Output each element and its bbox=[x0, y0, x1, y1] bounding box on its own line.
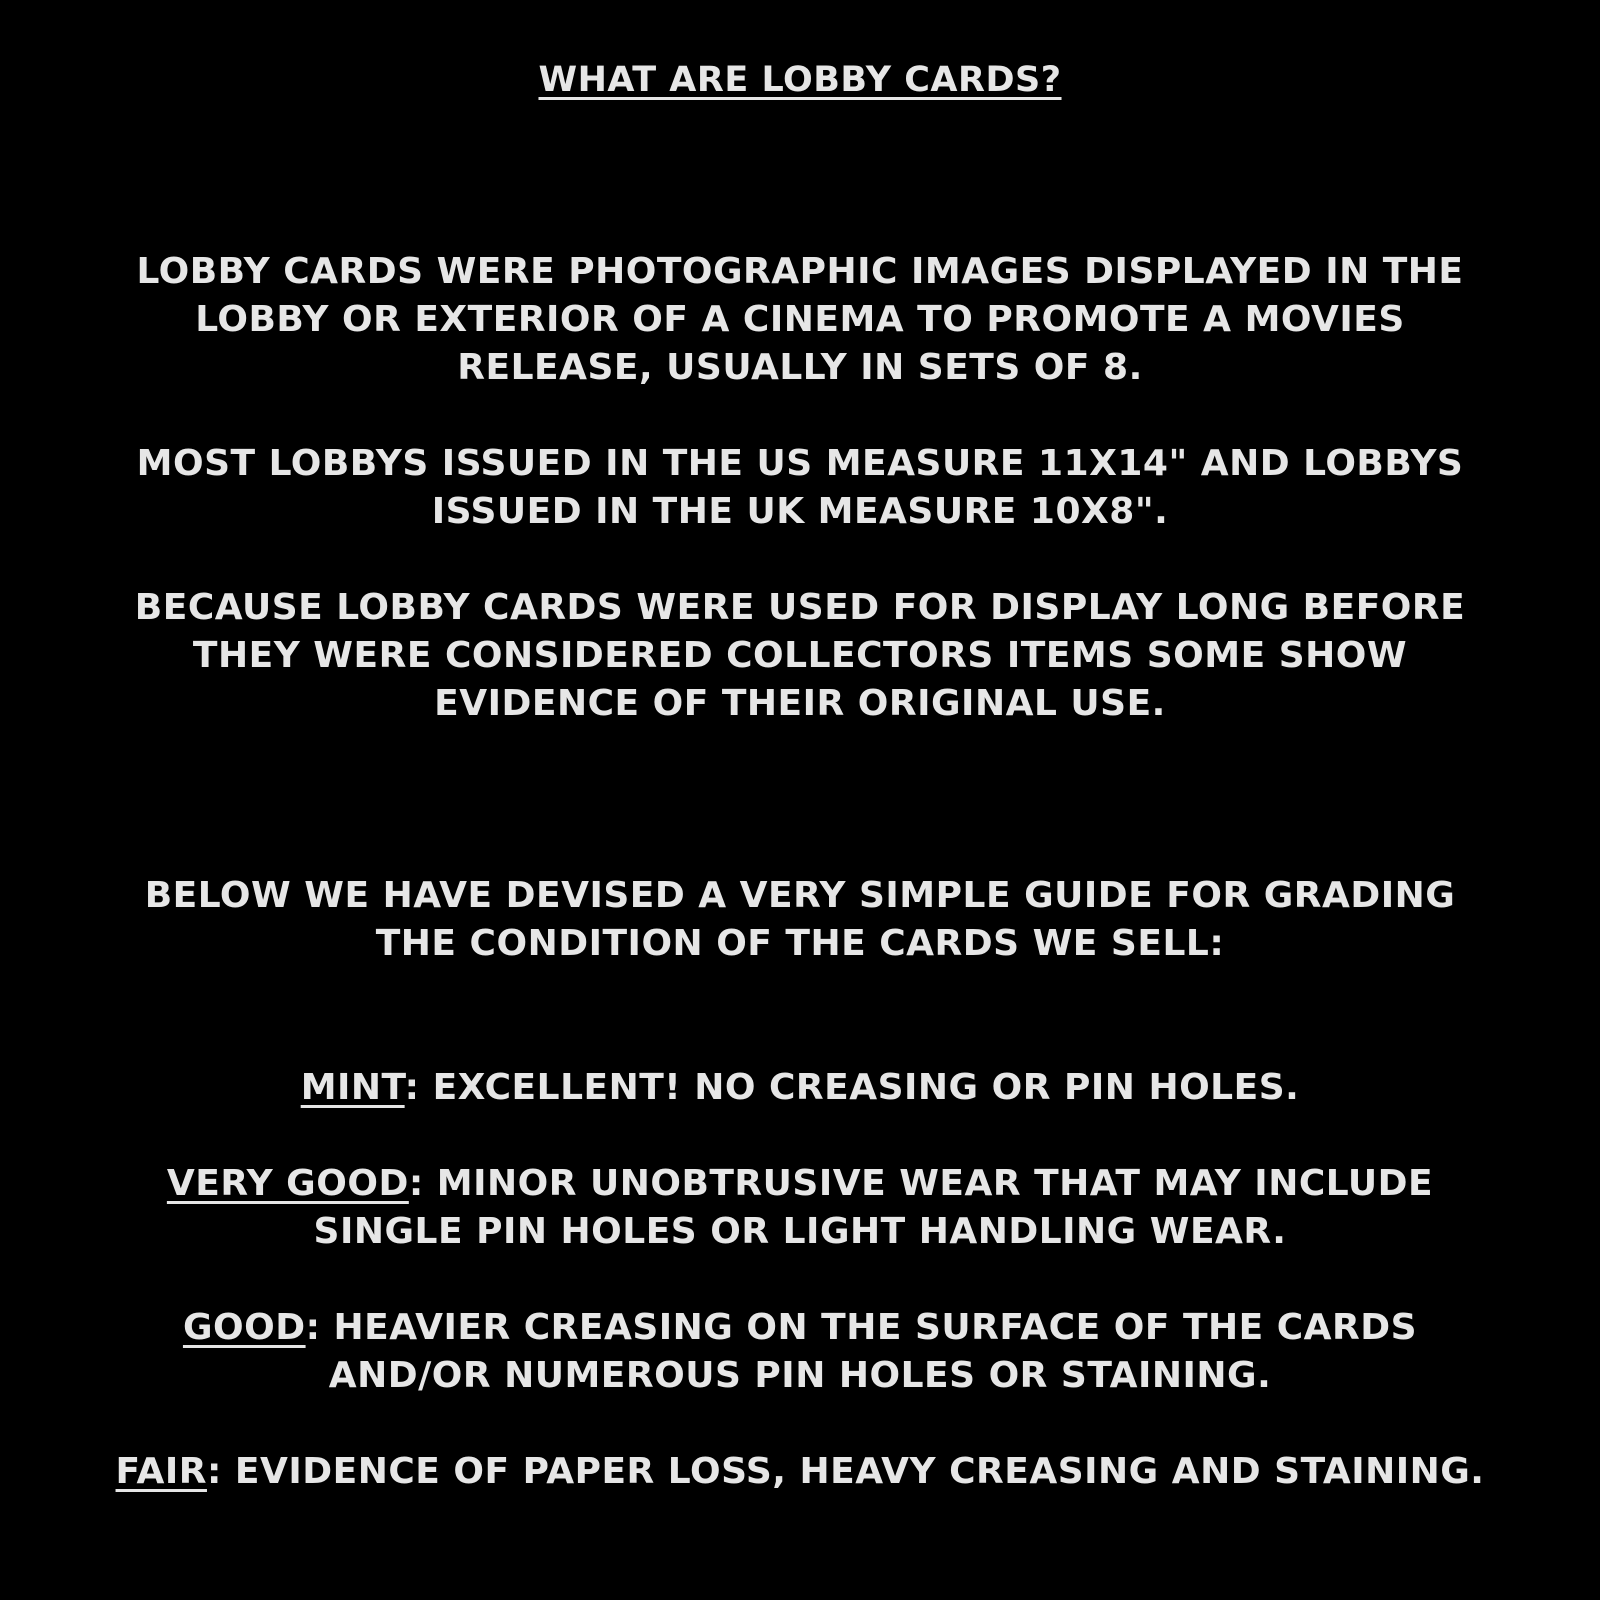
grade-description-very-good: MINOR UNOBTRUSIVE WEAR THAT MAY INCLUDE SINGLE PIN HOLES OR LIGHT HANDLING WEAR. bbox=[313, 1163, 1434, 1252]
original-use-paragraph: BECAUSE LOBBY CARDS WERE USED FOR DISPLAY LONG BEFORE THEY WERE CONSIDERED COLLECTORS ITEMS SOME SHOW EVIDENCE OF THEIR ORIGINAL USE. bbox=[134, 587, 1466, 724]
grade-separator: : bbox=[206, 1451, 222, 1492]
grade-term-mint: MINT bbox=[300, 1067, 405, 1108]
page-title: WHAT ARE LOBBY CARDS? bbox=[538, 60, 1062, 100]
grade-separator: : bbox=[404, 1067, 420, 1108]
grade-term-good: GOOD bbox=[182, 1307, 306, 1348]
grade-fair bbox=[100, 1448, 1500, 1496]
grade-very-good bbox=[100, 1160, 1500, 1256]
grade-term-very-good: VERY GOOD bbox=[166, 1163, 409, 1204]
grade-separator: : bbox=[408, 1163, 424, 1204]
grade-good bbox=[100, 1304, 1500, 1400]
grade-description-good: HEAVIER CREASING ON THE SURFACE OF THE CARDS AND/OR NUMEROUS PIN HOLES OR STAINING. bbox=[320, 1307, 1418, 1396]
grade-separator: : bbox=[305, 1307, 321, 1348]
grade-term-fair: FAIR bbox=[115, 1451, 207, 1492]
grading-guide-intro: BELOW WE HAVE DEVISED A VERY SIMPLE GUIDE FOR GRADING THE CONDITION OF THE CARDS WE SELL: bbox=[144, 875, 1456, 964]
grade-description-fair: EVIDENCE OF PAPER LOSS, HEAVY CREASING AND STAINING. bbox=[221, 1451, 1485, 1492]
grade-mint bbox=[100, 1064, 1500, 1112]
sizes-paragraph: MOST LOBBYS ISSUED IN THE US MEASURE 11X14" AND LOBBYS ISSUED IN THE UK MEASURE 10X8". bbox=[136, 443, 1464, 532]
grade-description-mint: EXCELLENT! NO CREASING OR PIN HOLES. bbox=[419, 1067, 1300, 1108]
intro-paragraph: LOBBY CARDS WERE PHOTOGRAPHIC IMAGES DISPLAYED IN THE LOBBY OR EXTERIOR OF A CINEMA TO PROMOTE A MOVIES RELEASE, USUALLY IN SETS OF 8. bbox=[136, 251, 1464, 388]
